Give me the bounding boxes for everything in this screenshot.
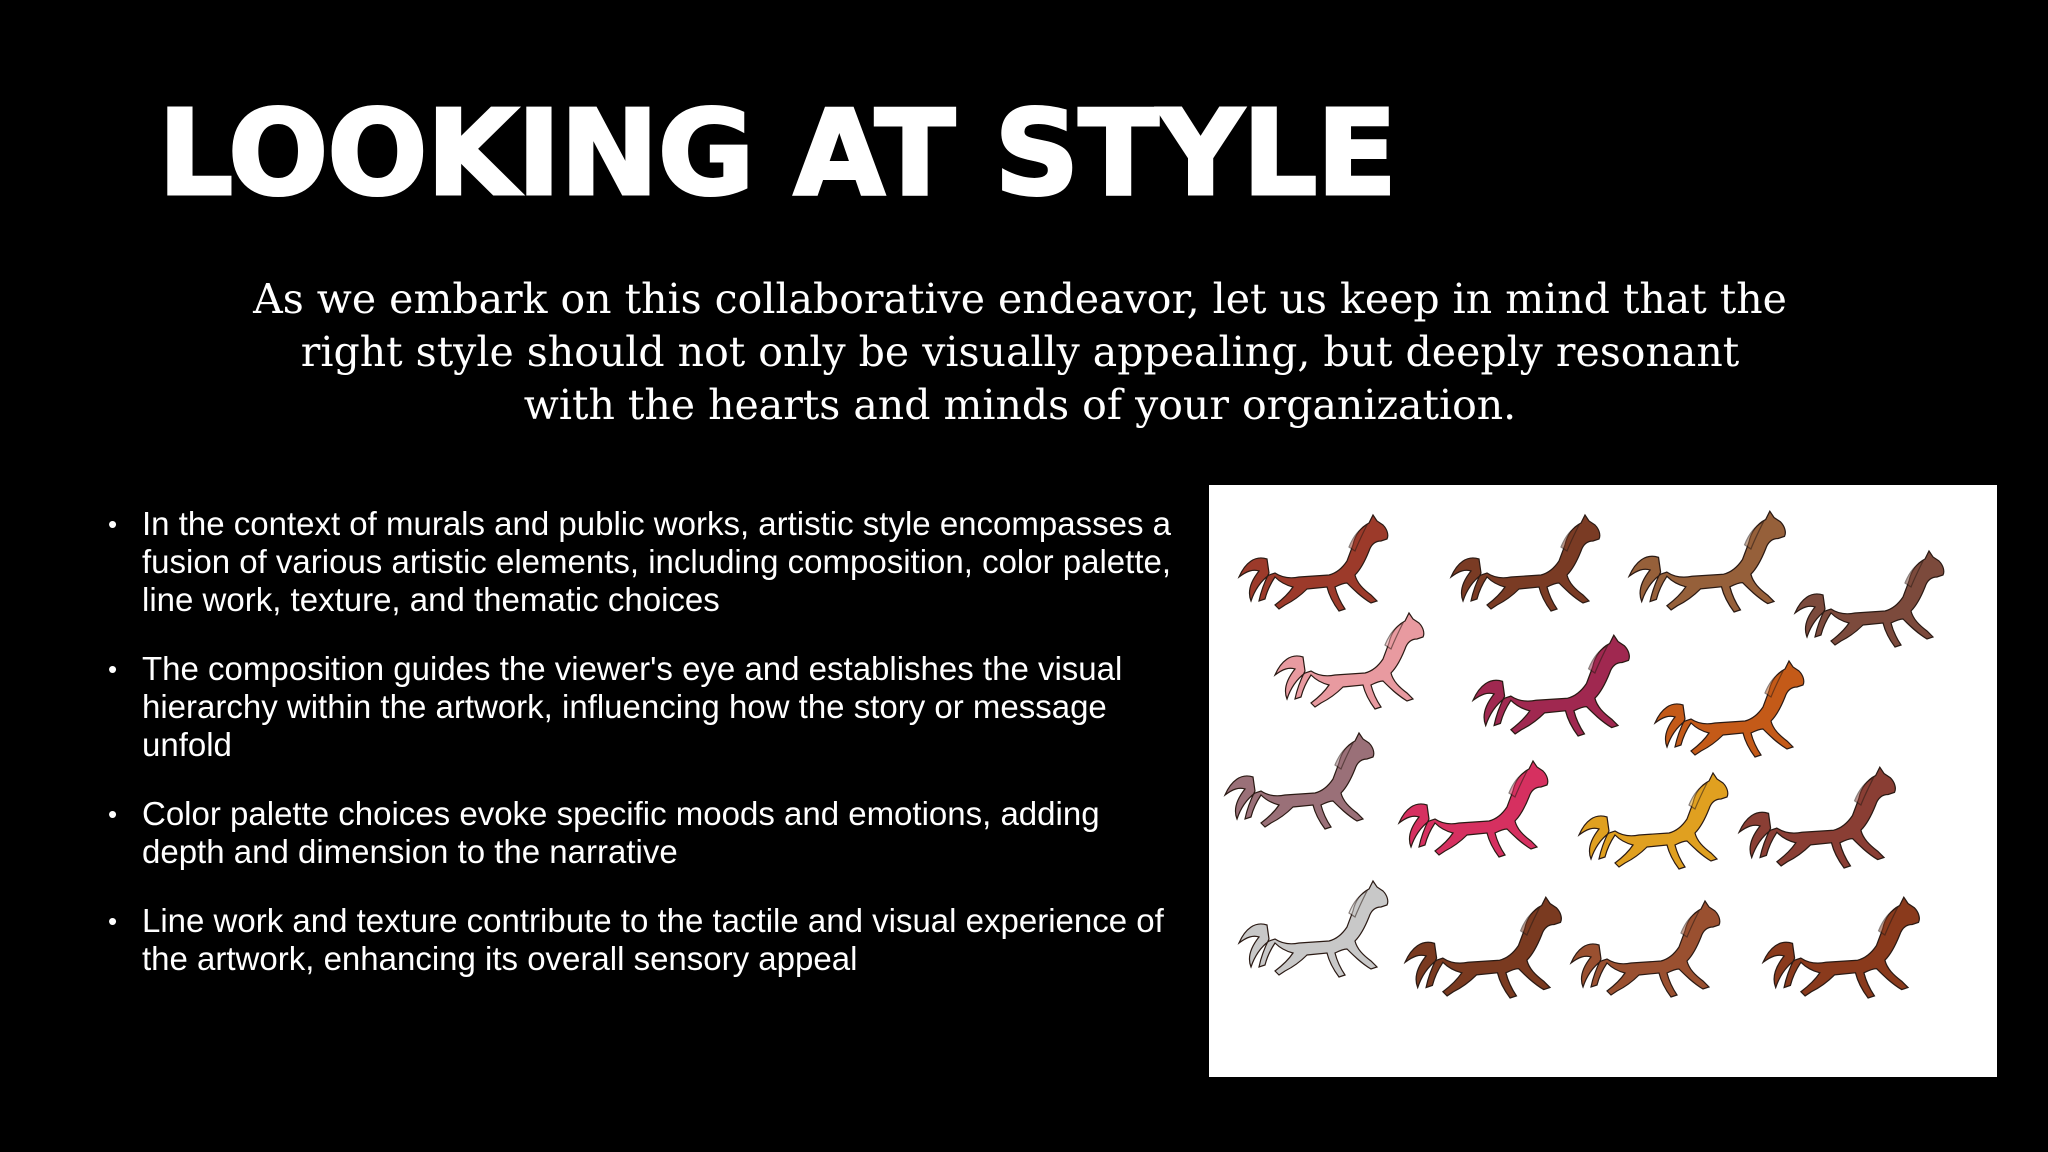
- bullet-icon: •: [108, 799, 118, 829]
- horse-figure: [1405, 897, 1561, 998]
- bullet-text: The composition guides the viewer's eye and establishes the visual hierarchy within the artwork, influencing how the story or message unfold: [142, 650, 1123, 763]
- horse-illustrations-svg: [1209, 485, 1997, 1077]
- horse-figure: [1473, 635, 1629, 736]
- horse-figure: [1739, 767, 1895, 868]
- bullet-icon: •: [108, 509, 118, 539]
- horse-figure: [1275, 613, 1424, 709]
- horse-figure: [1571, 901, 1720, 997]
- intro-paragraph: As we embark on this collaborative endeavor, let us keep in mind that the right style should not only be visually appealing, but deeply resonant with the hearts and minds of your organization.: [253, 275, 1787, 429]
- bullet-item: [108, 795, 1178, 871]
- horse-figure: [1579, 773, 1728, 869]
- bullet-item: [108, 650, 1178, 764]
- bullet-item: [108, 505, 1178, 619]
- horse-figure: [1239, 881, 1388, 977]
- horse-figure: [1763, 897, 1919, 998]
- bullet-icon: •: [108, 906, 118, 936]
- bullet-item: [108, 902, 1178, 978]
- bullet-text: In the context of murals and public works, artistic style encompasses a fusion of various artistic elements, including composition, color palette, line work, texture, and thematic choices: [142, 505, 1172, 618]
- horse-figure: [1399, 761, 1548, 857]
- bullet-text: Color palette choices evoke specific moods and emotions, adding depth and dimension to the narrative: [142, 795, 1100, 870]
- horse-figure: [1451, 515, 1600, 611]
- bullet-list: [108, 505, 1178, 1009]
- horse-figure: [1795, 551, 1944, 647]
- slide-title: LOOKING AT STYLE: [158, 84, 1397, 222]
- horse-figure: [1629, 511, 1785, 612]
- horse-figure: [1225, 733, 1374, 829]
- horse-figure: [1239, 515, 1388, 611]
- bullet-text: Line work and texture contribute to the tactile and visual experience of the artwork, enhancing its overall sensory appeal: [142, 902, 1164, 977]
- horse-figure: [1655, 661, 1804, 757]
- horse-illustrations-image: [1209, 485, 1997, 1077]
- bullet-icon: •: [108, 654, 118, 684]
